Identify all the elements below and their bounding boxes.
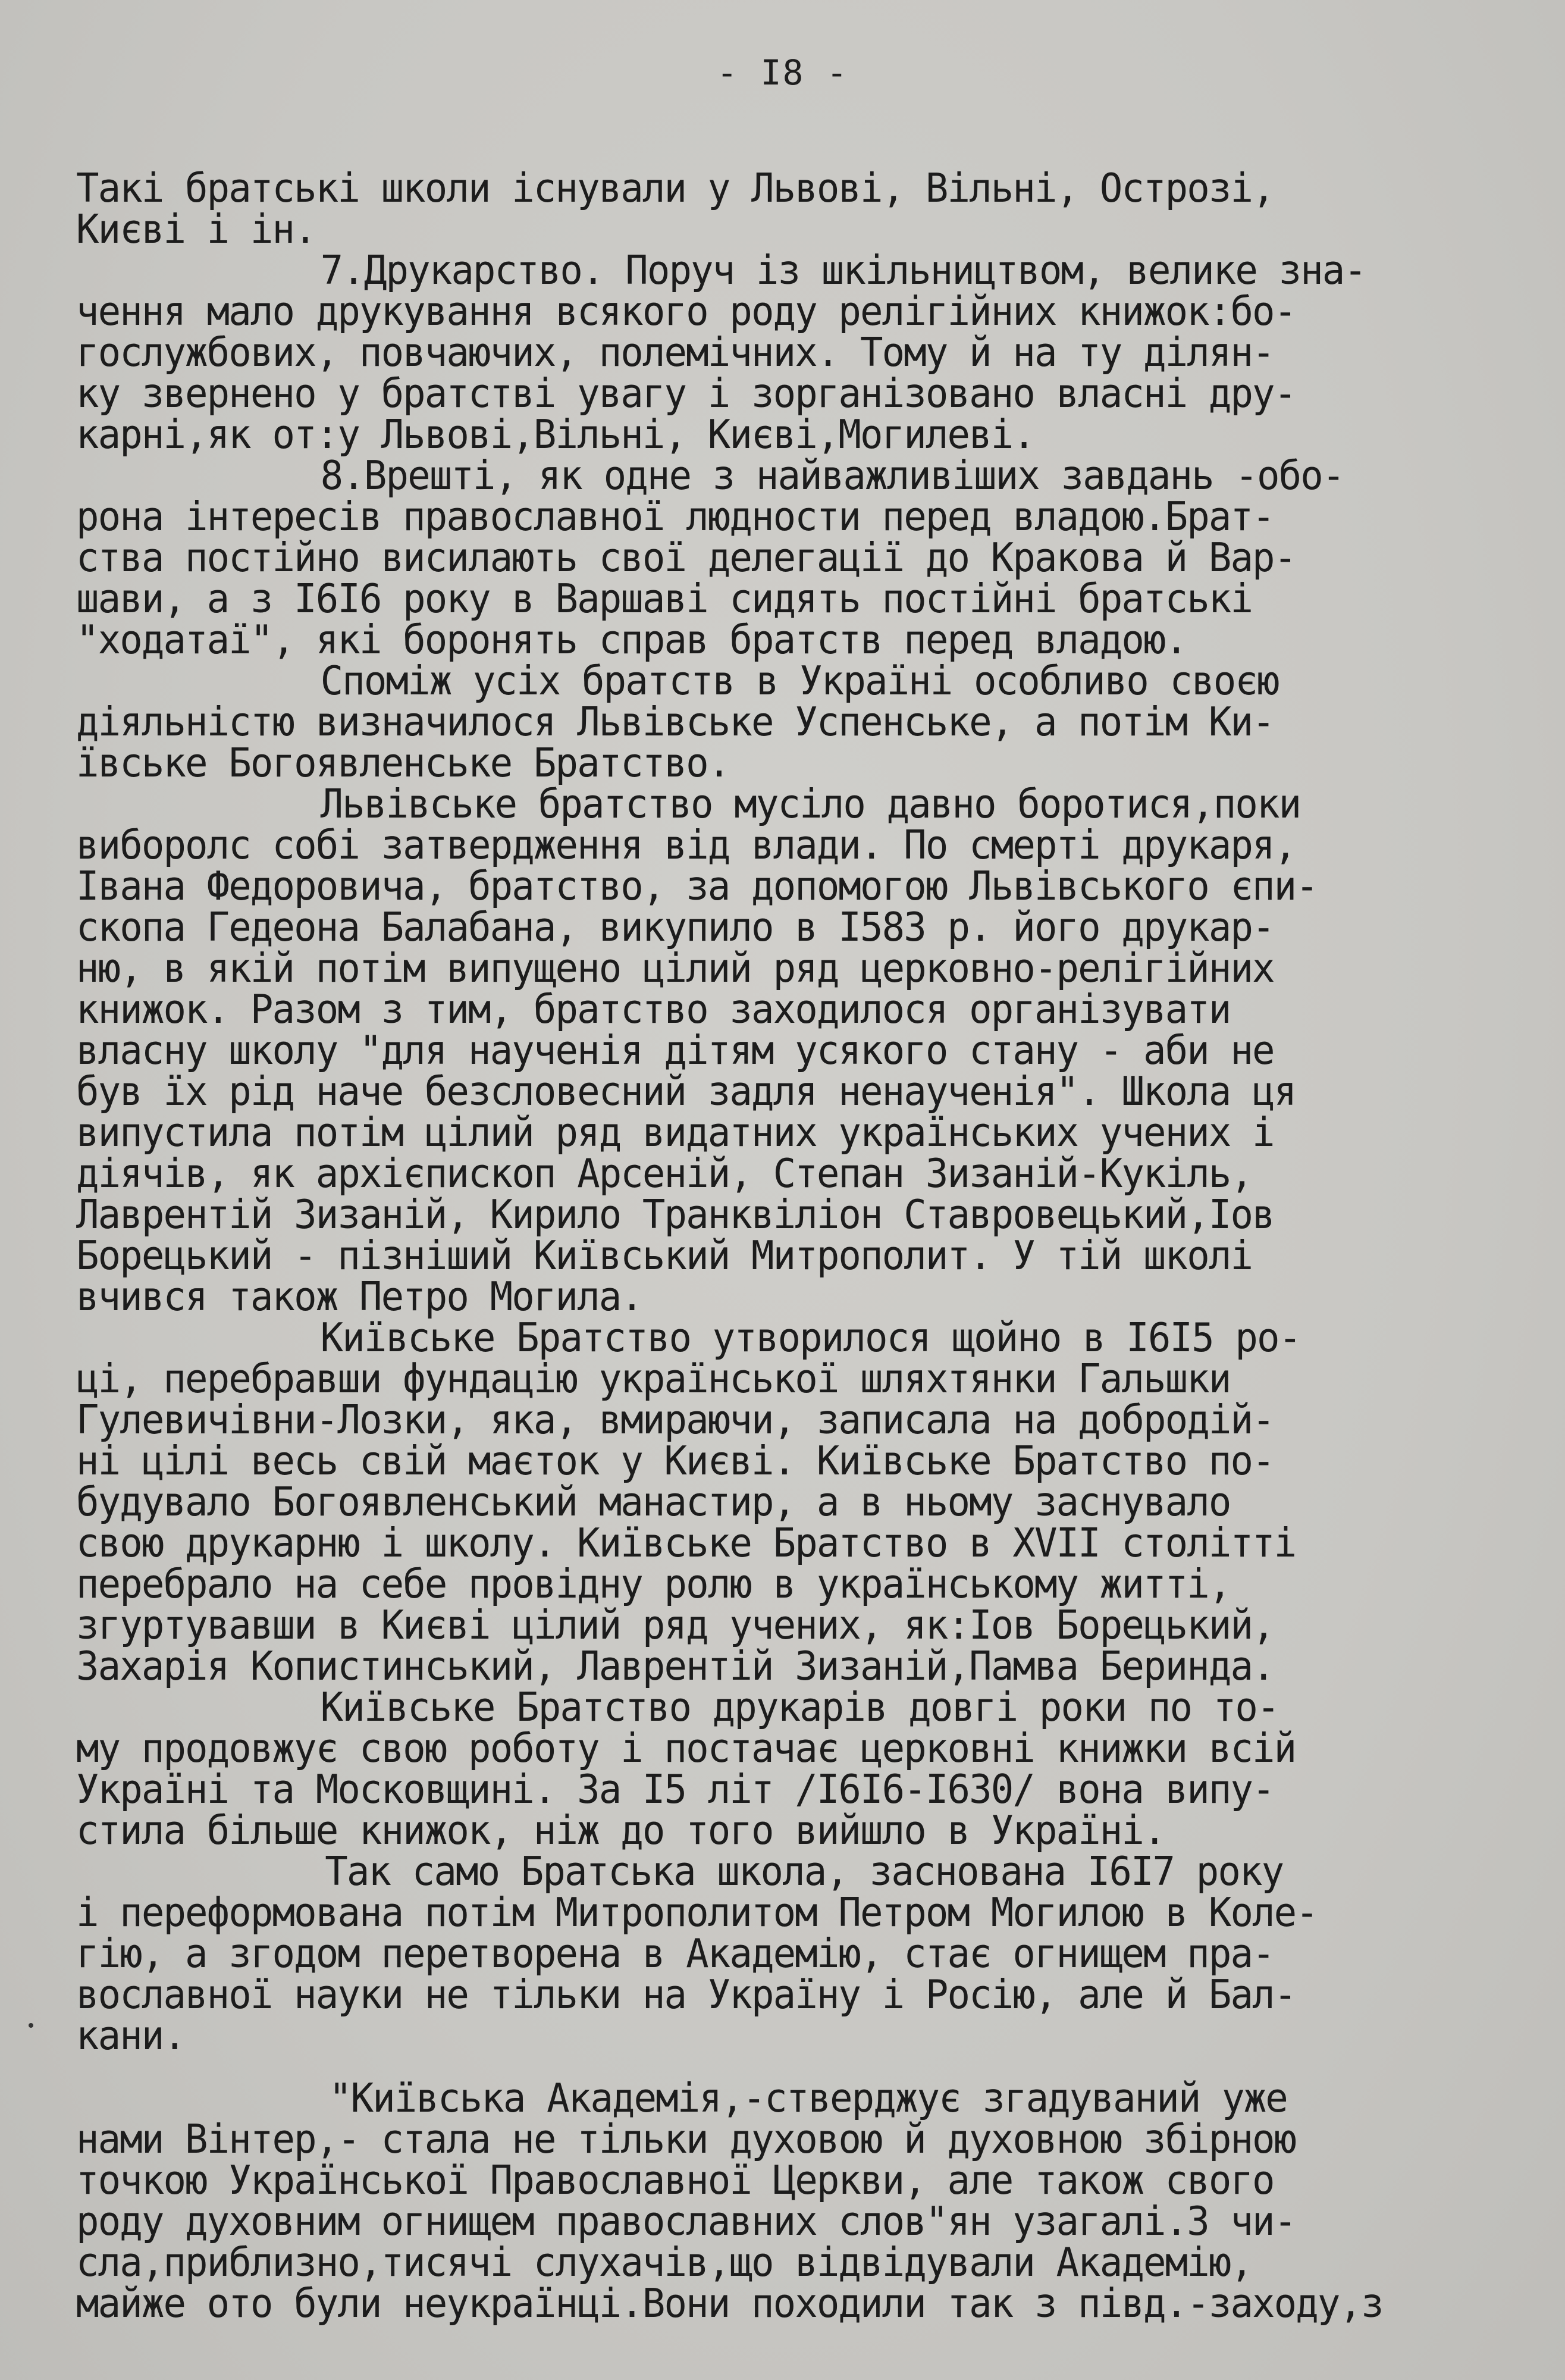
text-line: Україні та Московщині. За I5 літ /I6I6-I630/ вона випу-: [76, 1766, 1274, 1812]
text-line: Києві і ін.: [76, 206, 316, 252]
text-line: Лаврентій Зизаній, Кирило Транквіліон Ставровецький,Іов: [76, 1191, 1274, 1238]
text-line: був їх рід наче безсловесний задля ненаученія". Школа ця: [76, 1068, 1296, 1114]
text-line: і переформована потім Митрополитом Петром Могилою в Коле-: [76, 1889, 1318, 1936]
text-line: му продовжує свою роботу і постачає церковні книжки всій: [76, 1725, 1296, 1771]
text-line: ства постійно висилають свої делегації до Кракова й Вар-: [76, 534, 1296, 581]
text-line: роду духовним огнищем православних слов"ян узагалі.З чи-: [76, 2198, 1296, 2244]
text-line: Споміж усіх братств в Україні особливо своєю: [320, 657, 1279, 704]
text-line: свою друкарню і школу. Київське Братство в XVII столітті: [76, 1520, 1296, 1566]
text-line: випустила потім цілий ряд видатних українських учених і: [76, 1109, 1274, 1155]
text-line: Такі братські школи існували у Львові, Вільні, Острозі,: [76, 165, 1274, 211]
text-line: діяльністю визначилося Львівське Успенське, а потім Ки-: [76, 699, 1274, 745]
text-line: стила більше книжок, ніж до того вийшло в Україні.: [76, 1807, 1165, 1853]
text-line: шави, а з I6I6 року в Варшаві сидять постійні братські: [76, 575, 1253, 622]
text-line: власну школу "для наученія дітям усякого стану - аби не: [76, 1027, 1274, 1073]
text-line: книжок. Разом з тим, братство заходилося організувати: [76, 986, 1231, 1032]
text-line: "Київська Академія,-стверджує згадуваний уже: [328, 2075, 1287, 2121]
text-line: сла,приблизно,тисячі слухачів,що відвідували Академію,: [76, 2239, 1253, 2285]
margin-mark: [29, 2023, 33, 2028]
text-line: скопа Гедеона Балабана, викупило в I583 р. його друкар-: [76, 904, 1274, 950]
text-line: майже ото були неукраїнці.Вони походили так з півд.-заходу,з: [76, 2280, 1383, 2326]
text-line: перебрало на себе провідну ролю в українському житті,: [76, 1561, 1231, 1607]
text-line: ню, в якій потім випущено цілий ряд церковно-релігійних: [76, 945, 1274, 991]
text-line: ні цілі весь свій маєток у Києві. Київське Братство по-: [76, 1438, 1274, 1484]
text-line: будувало Богоявленський манастир, а в ньому заснувало: [76, 1479, 1231, 1525]
text-line: нами Вінтер,- стала не тільки духовою й духовною збірною: [76, 2116, 1296, 2162]
text-line: Київське Братство друкарів довгі роки по то-: [320, 1684, 1279, 1730]
body-text: [76, 165, 1533, 2326]
text-line: діячів, як архієпископ Арсеній, Степан Зизаній-Кукіль,: [76, 1150, 1253, 1197]
text-line: Борецький - пізніший Київський Митрополит. У тій школі: [76, 1232, 1253, 1279]
text-line: вчився також Петро Могила.: [76, 1273, 642, 1320]
text-line: ці, перебравши фундацію української шляхтянки Гальшки: [76, 1355, 1231, 1402]
text-line: ївське Богоявленське Братство.: [76, 740, 730, 786]
text-line: рона інтересів православної людности перед владою.Брат-: [76, 493, 1274, 540]
text-line: Захарія Копистинський, Лаврентій Зизаній,Памва Беринда.: [76, 1643, 1274, 1689]
text-line: Так само Братська школа, заснована I6I7 року: [325, 1848, 1284, 1894]
text-line: точкою Української Православної Церкви, але також свого: [76, 2157, 1274, 2203]
text-line: карні,як от:у Львові,Вільні, Києві,Могилеві.: [76, 411, 1034, 458]
text-line: гію, а згодом перетворена в Академію, стає огнищем пра-: [76, 1930, 1274, 1977]
text-line: "ходатаї", які боронять справ братств перед владою.: [76, 616, 1187, 663]
text-line: 8.Врешті, як одне з найважливіших завдань -обо-: [320, 452, 1344, 499]
text-line: ку звернено у братстві увагу і зорганізовано власні дру-: [76, 370, 1296, 416]
text-line: гослужбових, повчаючих, полемічних. Тому й на ту ділян-: [76, 329, 1274, 375]
text-line: виборолс собі затвердження від влади. По смерті друкаря,: [76, 822, 1296, 868]
page-number: - I8 -: [716, 52, 849, 93]
text-line: згуртувавши в Києві цілий ряд учених, як:Іов Борецький,: [76, 1602, 1274, 1648]
text-line: 7.Друкарство. Поруч із шкільництвом, велике зна-: [320, 247, 1366, 293]
text-line: вославної науки не тільки на Україну і Росію, але й Бал-: [76, 1971, 1296, 2018]
text-line: Івана Федоровича, братство, за допомогою Львівського єпи-: [76, 863, 1318, 909]
text-line: Гулевичівни-Лозки, яка, вмираючи, записала на добродій-: [76, 1396, 1274, 1443]
text-line: Львівське братство мусіло давно боротися,поки: [320, 781, 1301, 827]
text-line: чення мало друкування всякого роду релігійних книжок:бо-: [76, 288, 1296, 334]
text-line: Київське Братство утворилося щойно в I6I5 ро-: [320, 1314, 1301, 1361]
text-line: кани.: [76, 2012, 186, 2059]
